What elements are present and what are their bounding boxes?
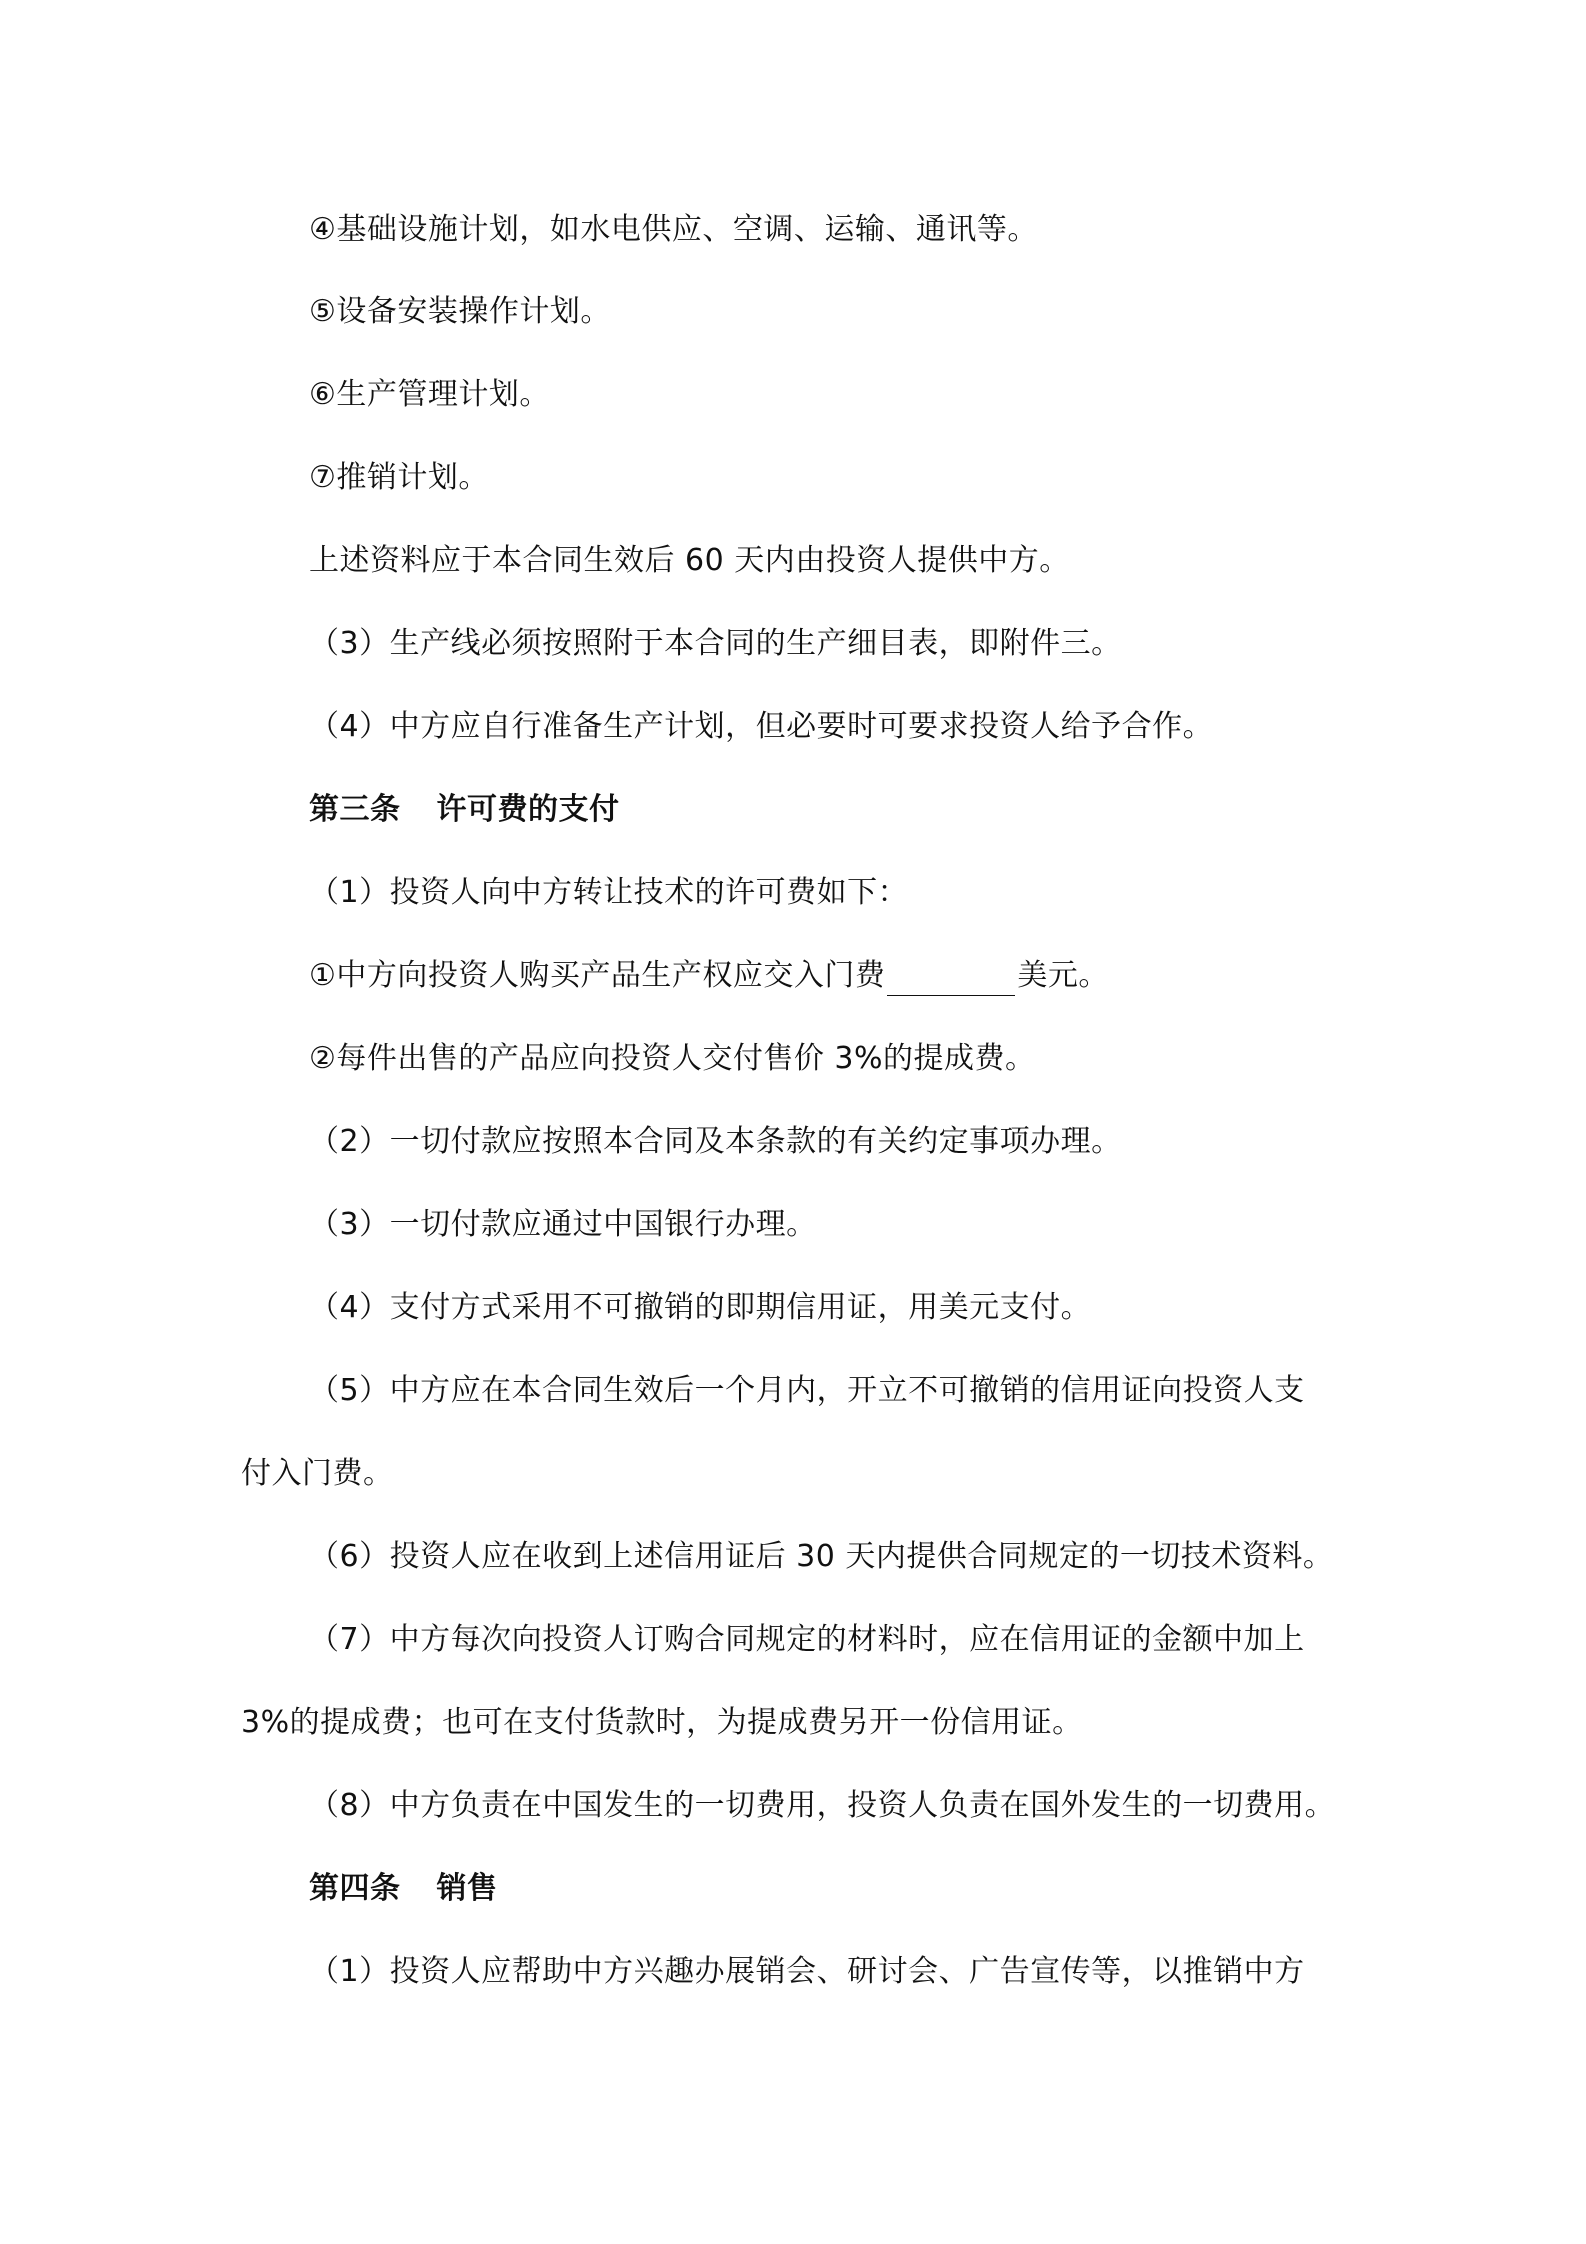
paragraph-item-4: ④基础设施计划，如水电供应、空调、运输、通讯等。 [309,212,1038,247]
paragraph-clause-3-5-line-2: 付入门费。 [241,1456,394,1491]
paragraph-materials-note: 上述资料应于本合同生效后 60 天内由投资人提供中方。 [309,543,1070,578]
paragraph-item-5: ⑤设备安装操作计划。 [309,294,611,329]
paragraph-clause-3-1-b: ②每件出售的产品应向投资人交付售价 3%的提成费。 [309,1041,1036,1076]
paragraph-clause-3-5-line-1: （5）中方应在本合同生效后一个月内，开立不可撤销的信用证向投资人支 [309,1373,1305,1408]
fee-amount-blank [887,961,1015,996]
paragraph-item-7: ⑦推销计划。 [309,460,489,495]
article-4-heading [0,1869,1586,1909]
paragraph-clause-3-2: （2）一切付款应按照本合同及本条款的有关约定事项办理。 [309,1124,1122,1159]
paragraph-clause-3-8: （8）中方负责在中国发生的一切费用，投资人负责在国外发生的一切费用。 [309,1788,1336,1823]
paragraph-clause-3-1: （1）投资人向中方转让技术的许可费如下： [309,875,909,910]
paragraph-clause-2-3: （3）生产线必须按照附于本合同的生产细目表，即附件三。 [309,626,1122,661]
article-4-number: 第四条 [309,1871,401,1906]
clause-3-1-a-text-before: ①中方向投资人购买产品生产权应交入门费 [309,958,886,993]
paragraph-clause-3-3: （3）一切付款应通过中国银行办理。 [309,1207,817,1242]
paragraph-clause-3-4: （4）支付方式采用不可撤销的即期信用证，用美元支付。 [309,1290,1092,1325]
clause-3-1-a-text-after: 美元。 [1017,958,1109,993]
paragraph-clause-4-1: （1）投资人应帮助中方兴趣办展销会、研讨会、广告宣传等，以推销中方 [309,1954,1305,1989]
article-3-number: 第三条 [309,792,401,827]
article-3-title: 许可费的支付 [436,792,620,827]
paragraph-clause-3-7-line-1: （7）中方每次向投资人订购合同规定的材料时，应在信用证的金额中加上 [309,1622,1305,1657]
paragraph-clause-3-6: （6）投资人应在收到上述信用证后 30 天内提供合同规定的一切技术资料。 [309,1539,1334,1574]
article-4-title: 销售 [436,1871,498,1906]
paragraph-clause-3-7-line-2: 3%的提成费；也可在支付货款时，为提成费另开一份信用证。 [241,1705,1083,1740]
paragraph-clause-2-4: （4）中方应自行准备生产计划，但必要时可要求投资人给予合作。 [309,709,1214,744]
article-3-heading [0,790,1586,830]
paragraph-clause-3-1-a [0,956,1586,996]
paragraph-item-6: ⑥生产管理计划。 [309,377,550,412]
